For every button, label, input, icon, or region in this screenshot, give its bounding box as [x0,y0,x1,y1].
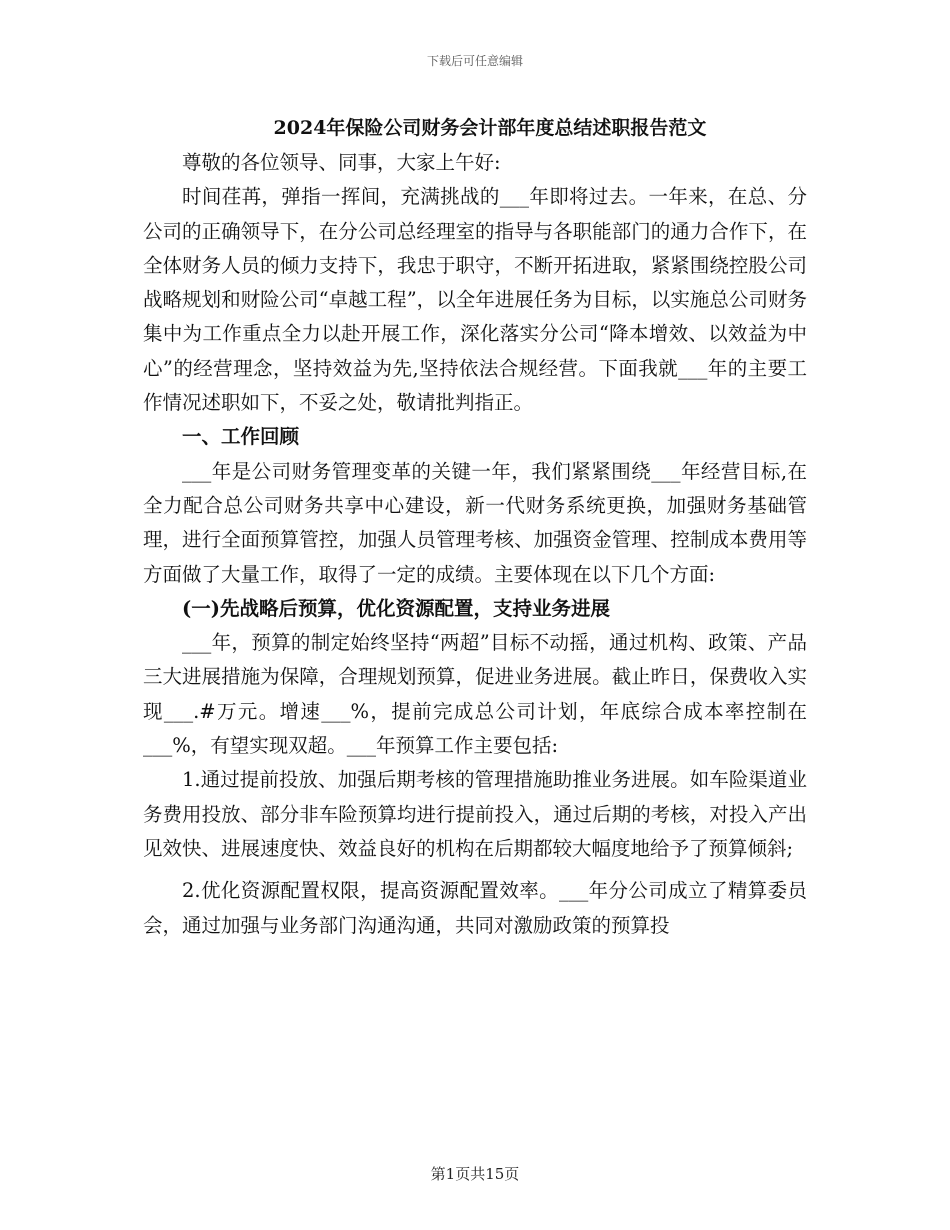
subsection-heading-strategy: (一)先战略后预算，优化资源配置，支持业务进展 [182,596,610,620]
document-title: 2024年保险公司财务会计部年度总结述职报告范文 [273,117,707,139]
intro-paragraph: 时间荏苒，弹指一挥间，充满挑战的___年即将过去。一年来，在总、分公司的正确领导下，在分公司总经理室的指导与各职能部门的通力合作下，在全体财务人员的倾力支持下，我忠于职守，不断开拓进取，紧紧围绕控股公司战略规划和财险公司“卓越工程”，以全年进展任务为目标，以实施总公司财务集中为工作重点全力以赴开展工作，深化落实分公司“降本增效、以效益为中心”的经营理念，坚持效益为先,坚持依法合规经营。下面我就___年的主要工作情况述职如下，不妥之处，敬请批判指正。 [143,185,807,415]
list-item-2: 2.优化资源配置权限，提高资源配置效率。___年分公司成立了精算委员会，通过加强与业务部门沟通沟通，共同对激励政策的预算投 [143,879,807,937]
page-footer: 第1页共15页 [430,1165,520,1183]
document-body [143,110,807,943]
budget-paragraph: ___年，预算的制定始终坚持“两超”目标不动摇，通过机构、政策、产品三大进展措施为保障，合理规划预算，促进业务进展。截止昨日，保费收入实现___.#万元。增速___%，提前完成总公司计划，年底综合成本率控制在___%，有望实现双超。___年预算工作主要包括: [143,631,807,758]
list-item-1: 1.通过提前投放、加强后期考核的管理措施助推业务进展。如车险渠道业务费用投放、部分非车险预算均进行提前投入，通过后期的考核，对投入产出见效快、进展速度快、效益良好的机构在后期都较大幅度地给予了预算倾斜; [143,768,807,860]
page-header: 下载后可任意编辑 [426,54,523,68]
greeting-paragraph: 尊敬的各位领导、同事，大家上午好: [182,151,501,174]
section-heading-work-review: 一、工作回顾 [182,425,300,449]
review-paragraph: ___年是公司财务管理变革的关键一年，我们紧紧围绕___年经营目标,在全力配合总公司财务共享中心建设，新一代财务系统更换，加强财务基础管理，进行全面预算管控，加强人员管理考核、加强资金管理、控制成本费用等方面做了大量工作，取得了一定的成绩。主要体现在以下几个方面: [143,459,807,586]
